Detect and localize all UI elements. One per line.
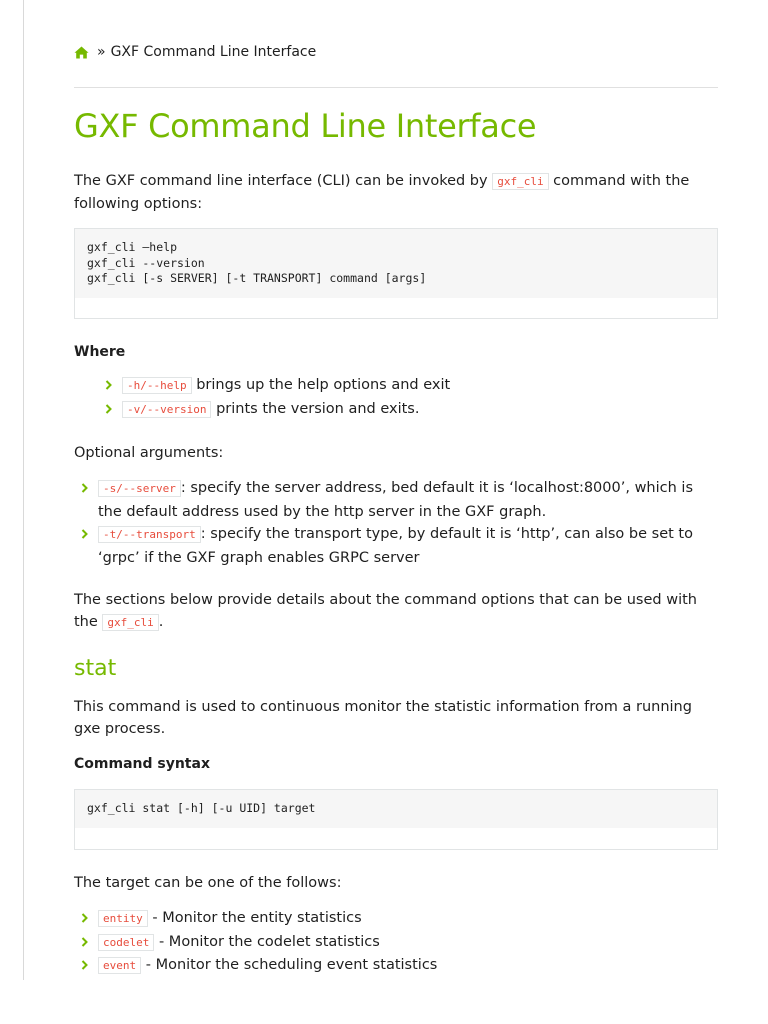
list-item-text: brings up the help options and exit: [191, 377, 451, 393]
list-item-text: : specify the server address, bed default it is ‘localhost:8000’, which is: [180, 480, 693, 496]
intro-text-start: The GXF command line interface (CLI) can be invoked by: [74, 173, 493, 189]
sections-text-start: the: [74, 614, 103, 630]
list-item: [80, 954, 710, 978]
breadcrumb-current: GXF Command Line Interface: [110, 44, 317, 60]
sections-text-line1: The sections below provide details about the command options that can be used with: [74, 592, 697, 608]
inline-code-transport: -t/--transport: [98, 526, 201, 543]
optional-list: [80, 477, 710, 569]
command-syntax-heading: Command syntax: [74, 756, 210, 772]
list-item-text-cont: the default address used by the http server in the GXF graph.: [98, 503, 547, 520]
syntax-code: gxf_cli stat [-h] [-u UID] target: [75, 790, 717, 828]
list-item: [80, 907, 710, 931]
stat-description: [74, 696, 718, 740]
syntax-code-block[interactable]: [74, 789, 718, 850]
usage-code-block[interactable]: [74, 228, 718, 319]
inline-code-server: -s/--server: [98, 480, 181, 497]
inline-code-help: -h/--help: [122, 377, 192, 394]
where-heading: Where: [74, 344, 126, 360]
list-item-text: : specify the transport type, by default it is ‘http’, can also be set to: [200, 526, 693, 542]
list-item-text: - Monitor the codelet statistics: [154, 933, 380, 950]
list-item: [80, 477, 710, 523]
list-item-text: - Monitor the entity statistics: [147, 910, 362, 926]
sections-paragraph: [74, 589, 718, 634]
inline-code-event: event: [98, 957, 141, 974]
sections-text-end: .: [158, 614, 164, 630]
chevron-right-icon: [80, 935, 90, 949]
chevron-right-icon: [104, 378, 114, 392]
breadcrumb-separator: »: [97, 44, 106, 60]
stat-desc-line2: gxe process.: [74, 721, 166, 737]
list-item-text-cont: ‘grpc’ if the GXF graph enables GRPC server: [98, 549, 420, 566]
intro-text-end: command with the: [548, 173, 690, 189]
left-border: [23, 0, 24, 980]
list-item-text: prints the version and exits.: [211, 401, 420, 417]
page-title: GXF Command Line Interface: [74, 107, 537, 145]
home-icon[interactable]: [74, 46, 89, 59]
inline-code-version: -v/--version: [122, 401, 211, 418]
target-list: [80, 907, 710, 978]
section-heading-stat: stat: [74, 656, 117, 681]
list-item: [104, 374, 704, 398]
inline-code-entity: entity: [98, 910, 148, 927]
chevron-right-icon: [80, 481, 90, 495]
intro-text-line2: following options:: [74, 196, 203, 212]
header-divider: [74, 87, 718, 88]
chevron-right-icon: [80, 958, 90, 972]
chevron-right-icon: [80, 527, 90, 541]
stat-desc-line1: This command is used to continuous monitor the statistic information from a running: [74, 699, 692, 715]
breadcrumb: [74, 44, 316, 60]
target-intro: The target can be one of the follows:: [74, 875, 342, 891]
chevron-right-icon: [80, 911, 90, 925]
list-item: [80, 523, 710, 569]
inline-code-gxf-cli-2: gxf_cli: [102, 614, 158, 631]
list-item-text: - Monitor the scheduling event statistics: [141, 957, 438, 973]
inline-code-codelet: codelet: [98, 934, 154, 951]
optional-heading: Optional arguments:: [74, 445, 224, 461]
list-item: [104, 398, 704, 422]
usage-code: gxf_cli –help gxf_cli --version gxf_cli [-s SERVER] [-t TRANSPORT] command [args]: [75, 229, 717, 298]
inline-code-gxf-cli: gxf_cli: [492, 173, 548, 190]
where-list: [104, 374, 704, 422]
list-item: [80, 931, 710, 955]
chevron-right-icon: [104, 402, 114, 416]
intro-paragraph: [74, 170, 718, 215]
